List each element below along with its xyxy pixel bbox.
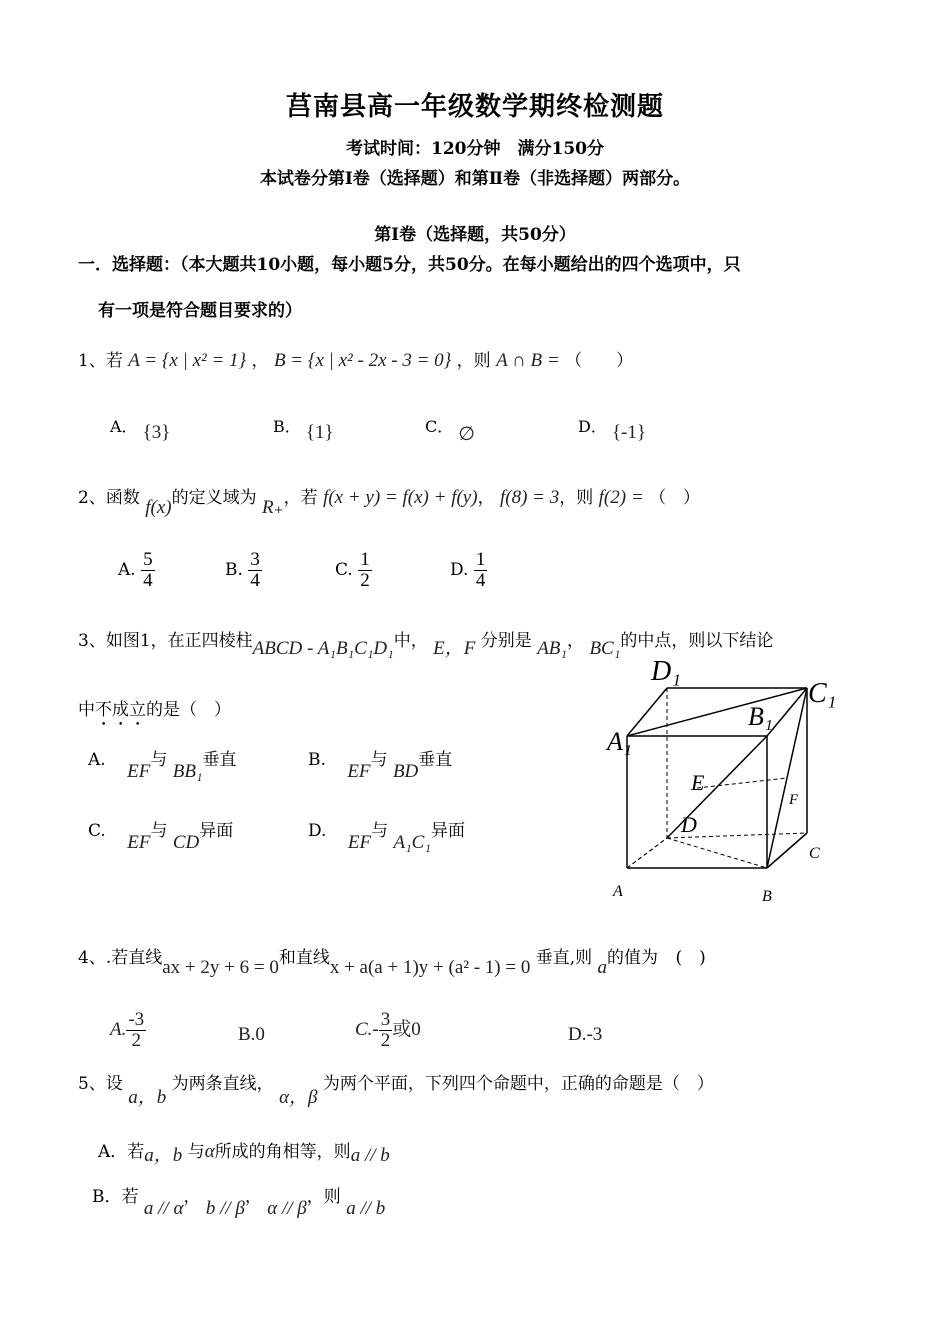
page-title: 莒南县高一年级数学期终检测题 (285, 92, 664, 122)
diag-a1c1 (627, 688, 807, 736)
parts-note: 本试卷分第Ⅰ卷（选择题）和第Ⅱ卷（非选择题）两部分。 (259, 169, 691, 189)
q4-option-c: C.- $\frac{3}{2}$ 或0 (355, 1009, 421, 1051)
q4-option-d: D.-3 (568, 1024, 603, 1045)
label-d1: D₁ (651, 656, 681, 687)
prism-figure (595, 650, 855, 910)
label-b: B (762, 888, 772, 905)
q2-equation-1: f(x + y) = f(x) + f(y) (323, 487, 478, 508)
question-5: 5、设 a，b 为两条直线， α，β 为两个平面，下列四个命题中，正确的命题是（ ） (78, 1074, 714, 1108)
q1-set-b: B = {x | x² - 2x - 3 = 0} (273, 350, 452, 371)
question-1 (78, 346, 633, 372)
label-a1: A₁ (607, 727, 632, 756)
edge-a1d1 (627, 688, 667, 736)
label-d: D (681, 812, 697, 837)
q2-option-c: C. $\frac{1}{2}$ (335, 549, 370, 591)
q2-option-a: A. $\frac{5}{4}$ (118, 549, 153, 591)
instruction-line-1: 一．选择题：（本大题共10小题，每小题5分，共50分。在每小题给出的四个选项中，只 (78, 255, 741, 275)
q2-answer-paren: （ ） (649, 488, 701, 508)
section-heading: 第Ⅰ卷（选择题，共50分） (374, 225, 576, 245)
q3-option-b: B. EF与 BD垂直 (308, 750, 453, 782)
q5-option-a: A．若a，b 与α所成的角相等，则a // b (98, 1141, 390, 1166)
q2-equation-3: f(2) = (598, 487, 644, 508)
q2-number: 2、函数 (78, 488, 140, 508)
q1-option-d: D． {-1} (578, 417, 647, 443)
q2-option-b: B. $\frac{3}{4}$ (225, 549, 260, 591)
q3-option-d: D. EF与 A₁C₁异面 (308, 821, 465, 853)
q1-number: 1、若 (78, 351, 123, 371)
q1-option-b: B． {1} (273, 417, 334, 443)
q4-line-1: ax + 2y + 6 = 0 (162, 957, 279, 978)
q2-option-d: D. $\frac{1}{4}$ (450, 549, 486, 591)
label-a: A (613, 883, 623, 900)
q3-emphasis: 不成立 (95, 700, 146, 720)
q1-expression: A ∩ B = (496, 350, 560, 371)
q4-option-a: A. $\frac{-3}{2}$ (110, 1009, 145, 1051)
q1-then: ，则 (456, 351, 491, 371)
question-3-line-1: 3、如图1，在正四棱柱ABCD - A₁B₁C₁D₁中， E，F 分别是 AB₁， BC₁的中点，则以下结论 (78, 631, 774, 659)
q3-points: E，F (433, 638, 476, 659)
label-b1: B₁ (748, 702, 773, 731)
hidden-diag-bd (667, 838, 767, 868)
label-f: F (789, 792, 799, 808)
label-c1: C₁ (808, 678, 837, 709)
question-3-line-2: 中不成立的是（ ） (78, 700, 231, 720)
q2-function: f(x) (145, 497, 172, 518)
label-c: C (809, 845, 820, 862)
q3-option-c: C. EF与 CD异面 (88, 821, 234, 853)
q4-option-b: B.0 (238, 1024, 265, 1045)
q5-option-b: B．若 a // α， b // β， α // β，则 a // b (92, 1187, 386, 1219)
diag-bc1 (767, 688, 807, 868)
question-2: 2、函数 f(x)的定义域为 R₊，若 f(x + y) = f(x) + f(y)， f(8) = 3，则 f(2) = （ ） (78, 487, 701, 518)
q4-answer-paren: ( ) (675, 948, 706, 968)
segment-ef (697, 778, 787, 788)
q3-prism: ABCD - A₁B₁C₁D₁ (252, 638, 394, 659)
q3-option-a: A. EF与 BB₁垂直 (88, 750, 237, 782)
q2-equation-2: f(8) = 3 (499, 487, 560, 508)
q2-domain: R₊ (262, 497, 284, 518)
q1-separator: ， (251, 351, 269, 371)
q1-set-a: A = {x | x² = 1} (128, 350, 247, 371)
label-e: E (691, 770, 705, 795)
exam-info: 考试时间：120分钟 满分150分 (346, 139, 604, 159)
q1-option-a: A． {3} (110, 417, 171, 443)
question-4: 4、.若直线ax + 2y + 6 = 0和直线x + a(a + 1)y + (a² - 1) = 0 垂直,则 a的值为 ( ) (78, 948, 706, 978)
q1-option-c: C． ∅ (425, 417, 475, 445)
hidden-seg-ab1-lower (627, 838, 667, 868)
instruction-line-2: 有一项是符合题目要求的） (98, 301, 302, 321)
q1-answer-paren: （ ） (565, 351, 634, 371)
q4-line-2: x + a(a + 1)y + (a² - 1) = 0 (329, 957, 531, 978)
